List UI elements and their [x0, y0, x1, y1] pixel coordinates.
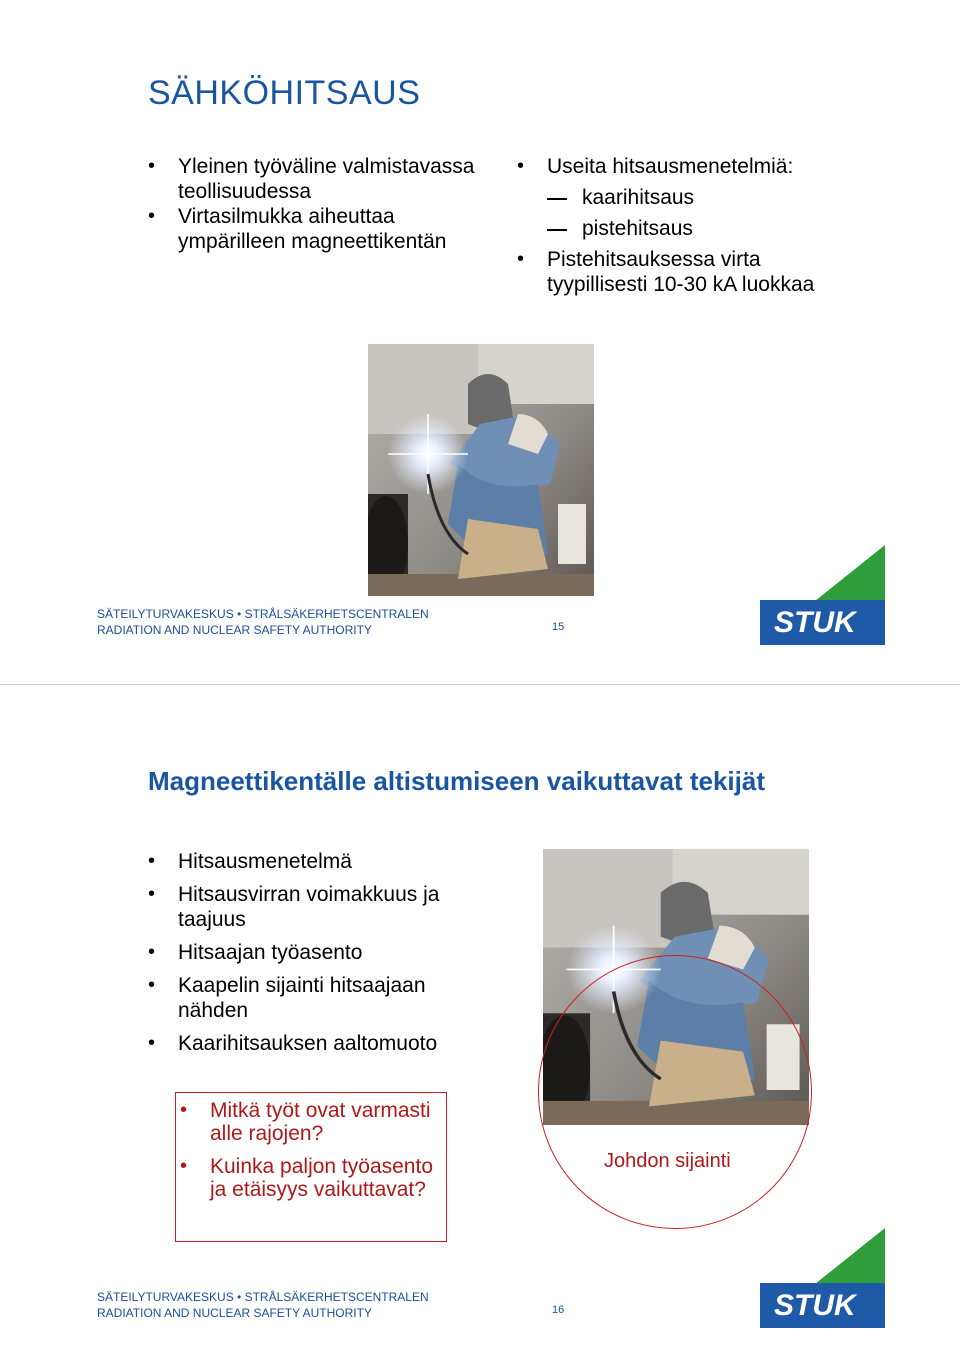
- footer-org-line1: SÄTEILYTURVAKESKUS • STRÅLSÄKERHETSCENTRALEN: [97, 1290, 429, 1304]
- factor-bullet-list: [148, 849, 478, 1056]
- question-item: • Kuinka paljon työasento ja etäisyys vaikuttavat?: [180, 1155, 435, 1201]
- circle-label: Johdon sijainti: [600, 1150, 735, 1173]
- footer-org-line2: RADIATION AND NUCLEAR SAFETY AUTHORITY: [97, 1306, 372, 1320]
- page-number: 16: [552, 1304, 565, 1316]
- list-item: • Virtasilmukka aiheuttaa ympärilleen magneettikentän: [148, 204, 478, 254]
- question-box: [175, 1092, 447, 1242]
- stuk-logo: [760, 1228, 885, 1328]
- footer-organization: [97, 1289, 429, 1321]
- slide-title: SÄHKÖHITSAUS: [148, 74, 421, 112]
- question-item: • Mitkä työt ovat varmasti alle rajojen?: [180, 1099, 435, 1145]
- list-item: • Pistehitsauksessa virta tyypillisesti 10-30 kA luokkaa: [517, 247, 857, 297]
- footer-org-line1: SÄTEILYTURVAKESKUS • STRÅLSÄKERHETSCENTRALEN: [97, 607, 429, 621]
- list-item: • Useita hitsausmenetelmiä:: [517, 154, 857, 179]
- stuk-logo-text: STUK: [774, 606, 856, 639]
- stuk-logo-text: STUK: [774, 1289, 856, 1322]
- welder-photo-illustration: [368, 344, 594, 596]
- list-item: • Hitsaajan työasento: [148, 940, 478, 965]
- right-bullet-list: [517, 154, 857, 297]
- list-item: • Kaarihitsauksen aaltomuoto: [148, 1031, 478, 1056]
- stuk-logo: [760, 545, 885, 645]
- slide-divider: [0, 684, 960, 685]
- slide-title: Magneettikentälle altistumiseen vaikuttavat tekijät: [148, 766, 765, 796]
- question-list: [180, 1099, 435, 1201]
- list-item: • Hitsausmenetelmä: [148, 849, 478, 874]
- sub-list-item: kaarihitsaus: [517, 185, 857, 210]
- footer-organization: [97, 606, 429, 638]
- left-bullet-list: [148, 154, 478, 254]
- sub-list-item: pistehitsaus: [517, 216, 857, 241]
- list-item: • Kaapelin sijainti hitsaajaan nähden: [148, 973, 478, 1023]
- list-item: • Hitsausvirran voimakkuus ja taajuus: [148, 882, 478, 932]
- cable-highlight-circle: [538, 955, 812, 1229]
- stuk-logo-icon: [760, 545, 885, 645]
- page-number: 15: [552, 621, 565, 633]
- list-item: • Yleinen työväline valmistavassa teollisuudessa: [148, 154, 478, 204]
- stuk-logo-icon: [760, 1228, 885, 1328]
- footer-org-line2: RADIATION AND NUCLEAR SAFETY AUTHORITY: [97, 623, 372, 637]
- welder-photo: [368, 344, 594, 596]
